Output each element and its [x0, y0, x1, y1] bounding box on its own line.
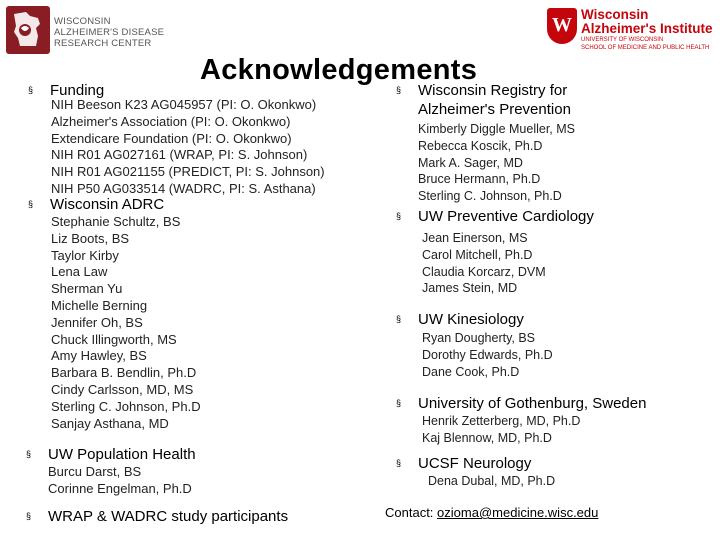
wai-logo-text: Wisconsin Alzheimer's Institute UNIVERSITY OF WISCONSIN SCHOOL OF MEDICINE AND PUBLIC HEALTH — [581, 7, 713, 51]
list-item: Jean Einerson, MS — [422, 231, 528, 245]
list-item: Corinne Engelman, Ph.D — [48, 480, 192, 496]
uw-crest-icon: W — [547, 8, 577, 44]
contact-email-link[interactable]: ozioma@medicine.wisc.edu — [437, 505, 599, 520]
page-title: Acknowledgements — [200, 54, 478, 86]
list-item: Bruce Hermann, Ph.D — [418, 172, 541, 187]
list-item: Ryan Dougherty, BS — [422, 331, 536, 345]
bullet-icon: § — [396, 85, 402, 95]
adrc-list — [51, 214, 201, 432]
list-item: Burcu Darst, BS — [48, 464, 142, 479]
wadrc-logo-text: WISCONSIN ALZHEIMER'S DISEASE RESEARCH CENTER — [54, 16, 165, 49]
list-item: Chuck Illingworth, MS — [51, 331, 177, 347]
section-gothenburg — [396, 395, 646, 412]
section-adrc — [28, 196, 164, 213]
list-item: Lena Law — [51, 264, 108, 280]
list-item: James Stein, MD — [422, 281, 518, 296]
list-item: Mark A. Sager, MD — [418, 155, 523, 170]
contact-label: Contact: — [385, 505, 434, 520]
section-ucsf — [396, 455, 531, 472]
wisconsin-state-icon — [6, 6, 50, 54]
list-item: Rebecca Koscik, Ph.D — [418, 138, 543, 153]
gothenburg-list — [422, 413, 580, 447]
section-cardiology — [396, 208, 594, 225]
list-item: Sterling C. Johnson, Ph.D — [51, 398, 201, 414]
list-item: Amy Hawley, BS — [51, 348, 147, 364]
list-item: Sanjay Asthana, MD — [51, 415, 169, 431]
wai-logo — [547, 6, 717, 51]
list-item: Barbara B. Bendlin, Ph.D — [51, 365, 197, 381]
list-item: Claudia Korcarz, DVM — [422, 264, 546, 279]
list-item: Kimberly Diggle Mueller, MS — [418, 122, 575, 136]
section-pop-health — [26, 446, 196, 463]
list-item: Stephanie Schultz, BS — [51, 214, 181, 229]
section-heading: Wisconsin Registry for — [418, 82, 568, 99]
section-heading: Funding — [50, 82, 105, 99]
kinesiology-list — [422, 330, 553, 380]
list-item: NIH Beeson K23 AG045957 (PI: O. Okonkwo) — [51, 97, 317, 112]
bullet-icon: § — [26, 511, 32, 521]
cardiology-list — [422, 230, 546, 297]
bullet-icon: § — [396, 314, 402, 324]
list-item: Extendicare Foundation (PI: O. Okonkwo) — [51, 130, 292, 146]
bullet-icon: § — [28, 199, 34, 209]
list-item: Sherman Yu — [51, 281, 123, 297]
list-item: Carol Mitchell, Ph.D — [422, 247, 533, 262]
registry-list — [418, 121, 575, 205]
list-item: Taylor Kirby — [51, 247, 119, 263]
list-item: NIH R01 AG021155 (PREDICT, PI: S. Johnson) — [51, 164, 325, 180]
list-item: Henrik Zetterberg, MD, Ph.D — [422, 414, 581, 428]
ucsf-list — [428, 473, 555, 490]
list-item: Kaj Blennow, MD, Ph.D — [422, 430, 552, 445]
pop-health-list — [48, 464, 192, 498]
section-heading: WRAP & WADRC study participants — [48, 508, 289, 525]
section-heading: UCSF Neurology — [418, 455, 532, 472]
section-heading: University of Gothenburg, Sweden — [418, 395, 647, 412]
wadrc-logo — [6, 6, 176, 58]
section-participants — [26, 508, 288, 525]
list-item: Dorothy Edwards, Ph.D — [422, 347, 553, 362]
bullet-icon: § — [396, 211, 402, 221]
list-item: Michelle Berning — [51, 297, 148, 313]
section-heading: Alzheimer's Prevention — [418, 101, 571, 118]
list-item: NIH P50 AG033514 (WADRC, PI: S. Asthana) — [51, 180, 316, 196]
section-heading: UW Preventive Cardiology — [418, 208, 594, 225]
bullet-icon: § — [26, 449, 32, 459]
list-item: Dena Dubal, MD, Ph.D — [428, 474, 556, 488]
list-item: Sterling C. Johnson, Ph.D — [418, 189, 562, 204]
bullet-icon: § — [396, 458, 402, 468]
section-kinesiology — [396, 311, 524, 328]
funding-list — [51, 97, 325, 198]
section-registry — [396, 82, 571, 118]
bullet-icon: § — [396, 398, 402, 408]
section-heading: UW Kinesiology — [418, 311, 524, 328]
list-item: Cindy Carlsson, MD, MS — [51, 381, 194, 397]
bullet-icon: § — [28, 85, 34, 95]
list-item: Liz Boots, BS — [51, 230, 130, 246]
section-heading: UW Population Health — [48, 446, 196, 463]
contact-line — [385, 505, 598, 520]
section-heading: Wisconsin ADRC — [50, 196, 165, 213]
list-item: Jennifer Oh, BS — [51, 314, 143, 330]
list-item: Alzheimer's Association (PI: O. Okonkwo) — [51, 113, 291, 129]
list-item: Dane Cook, Ph.D — [422, 364, 520, 379]
list-item: NIH R01 AG027161 (WRAP, PI: S. Johnson) — [51, 147, 308, 163]
